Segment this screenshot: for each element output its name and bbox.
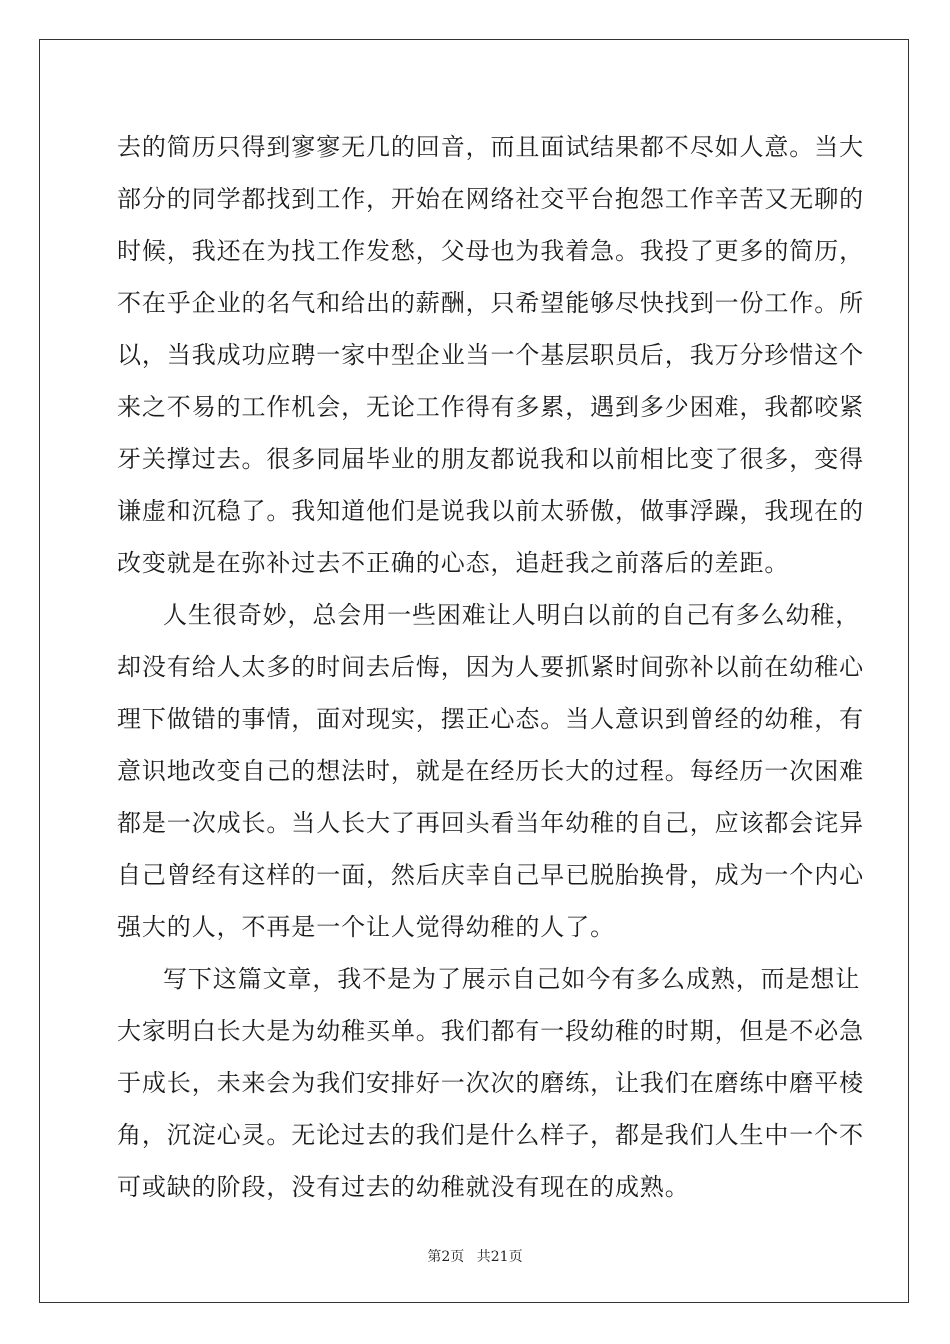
page-total: 共21页 (476, 1249, 523, 1265)
text-line: 牙关撑过去。很多同届毕业的朋友都说我和以前相比变了很多，变得 (117, 445, 864, 473)
text-line: 不在乎企业的名气和给出的薪酬，只希望能够尽快找到一份工作。所 (117, 289, 864, 317)
text-line: 改变就是在弥补过去不正确的心态，追赶我之前落后的差距。 (117, 549, 790, 577)
text-line: 大家明白长大是为幼稚买单。我们都有一段幼稚的时期，但是不必急 (117, 1017, 864, 1045)
paragraph-first-line: 人生很奇妙，总会用一些困难让人明白以前的自己有多么幼稚， (163, 601, 861, 629)
text-line: 角，沉淀心灵。无论过去的我们是什么样子，都是我们人生中一个不 (117, 1121, 864, 1149)
text-line: 理下做错的事情，面对现实，摆正心态。当人意识到曾经的幼稚，有 (117, 705, 864, 733)
text-line: 去的简历只得到寥寥无几的回音，而且面试结果都不尽如人意。当大 (117, 133, 864, 161)
text-line: 强大的人，不再是一个让人觉得幼稚的人了。 (117, 913, 615, 941)
text-line: 来之不易的工作机会，无论工作得有多累，遇到多少困难，我都咬紧 (117, 393, 864, 421)
text-line: 以，当我成功应聘一家中型企业当一个基层职员后，我万分珍惜这个 (117, 341, 864, 369)
text-line: 谦虚和沉稳了。我知道他们是说我以前太骄傲，做事浮躁，我现在的 (117, 497, 864, 525)
text-line: 意识地改变自己的想法时，就是在经历长大的过程。每经历一次困难 (117, 757, 864, 785)
text-line: 时候，我还在为找工作发愁，父母也为我着急。我投了更多的简历， (117, 237, 864, 265)
text-line: 自己曾经有这样的一面，然后庆幸自己早已脱胎换骨，成为一个内心 (117, 861, 864, 889)
paragraph-first-line: 写下这篇文章，我不是为了展示自己如今有多么成熟，而是想让 (163, 965, 861, 993)
page-footer (0, 1248, 950, 1266)
page-number: 第2页 (427, 1249, 465, 1265)
text-line: 都是一次成长。当人长大了再回头看当年幼稚的自己，应该都会诧异 (117, 809, 864, 837)
text-line: 部分的同学都找到工作，开始在网络社交平台抱怨工作辛苦又无聊的 (117, 185, 864, 213)
text-line: 却没有给人太多的时间去后悔，因为人要抓紧时间弥补以前在幼稚心 (117, 653, 864, 681)
text-line: 于成长，未来会为我们安排好一次次的磨练，让我们在磨练中磨平棱 (117, 1069, 864, 1097)
text-line: 可或缺的阶段，没有过去的幼稚就没有现在的成熟。 (117, 1173, 690, 1201)
